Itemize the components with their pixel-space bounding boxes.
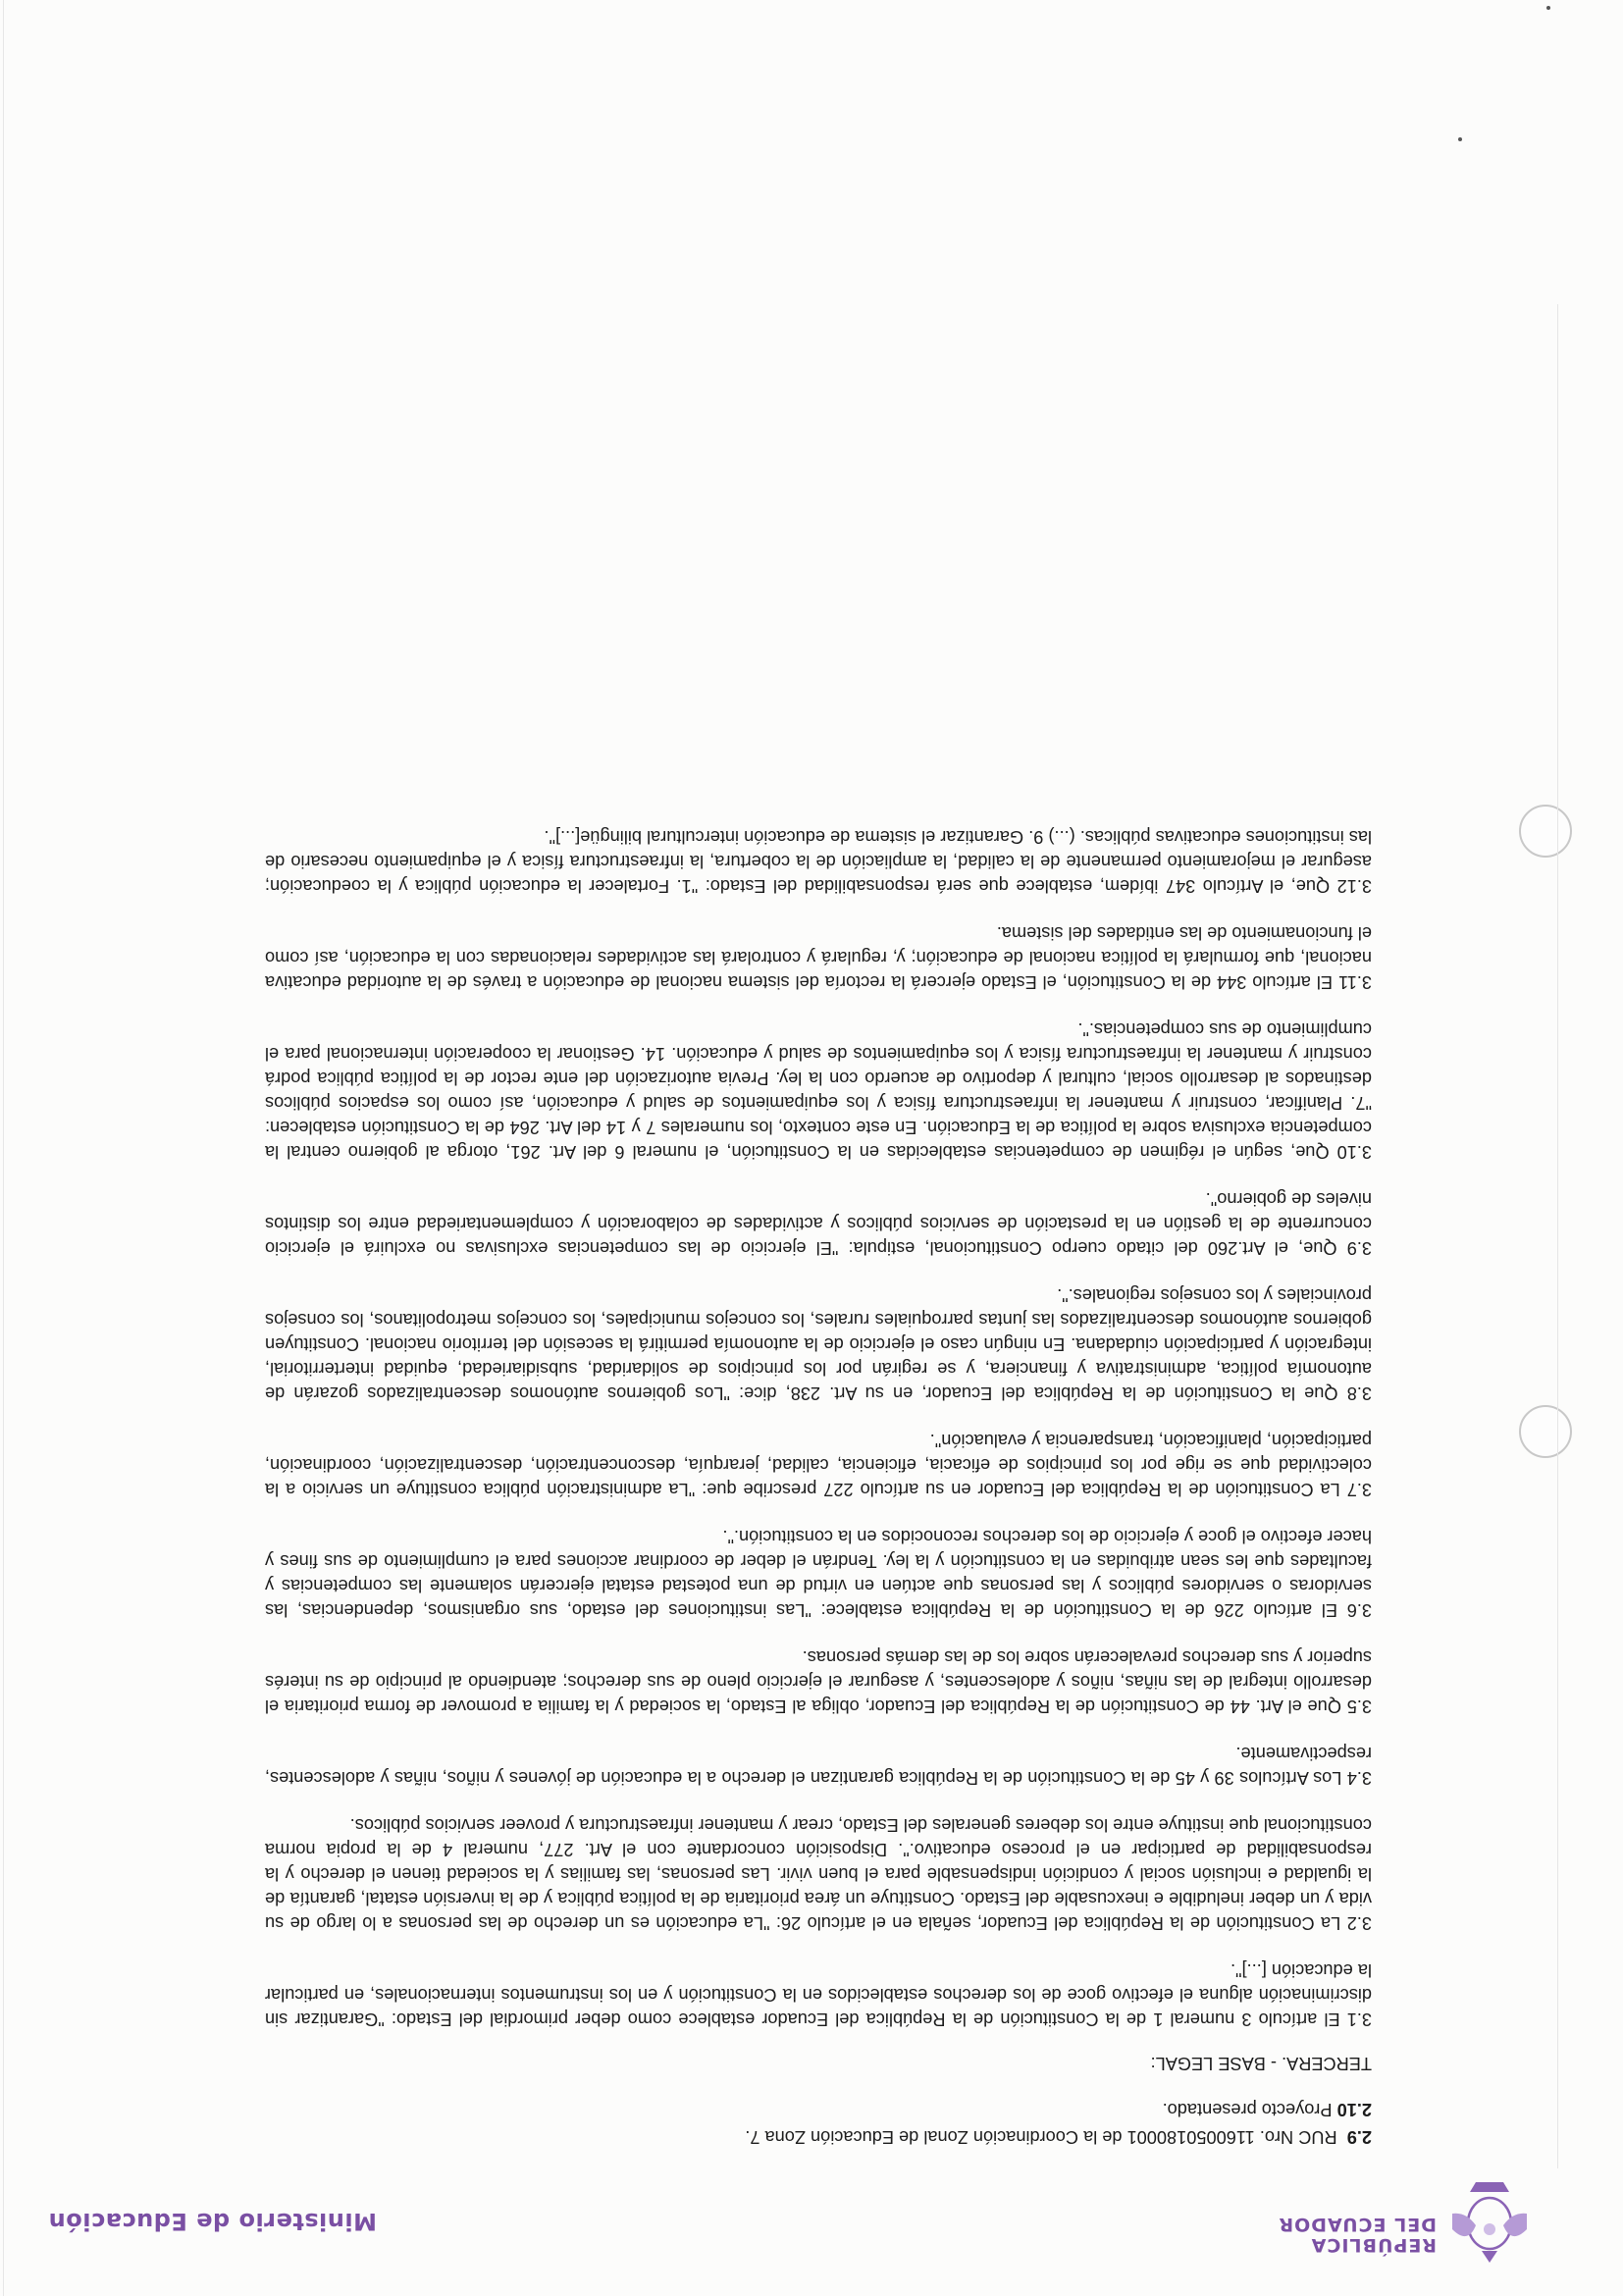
page-header <box>0 2168 1623 2296</box>
legal-paragraph: 3.7 La Constitución de la República del Ecuador en su artículo 227 prescribe que: "La administración pública constituye un servicio a la colectividad que se rige por los principios de eficacia, eficiencia, calidad, jerarquía, desconcentración, descentralización, coordinación, participación, planificación, transparencia y evaluación". <box>265 1431 1372 1499</box>
coat-of-arms-icon <box>1446 2178 1533 2269</box>
scan-edge-line <box>1557 304 1558 2168</box>
meta-text: RUC Nro. 1160050180001 de la Coordinación Zonal de Educación Zona 7. <box>745 2127 1337 2147</box>
meta-text: Proyecto presentado. <box>1162 2100 1333 2119</box>
legal-paragraph: 3.1 El artículo 3 numeral 1 de la Constitución de la República del Ecuador establece como deber primordial del Estado: "Garantizar sin discriminación alguna el efectivo goce de los derechos establecidos en la Constitución y en los instrumentos internacionales, en particular la educación [...]". <box>265 1960 1372 2029</box>
republic-line2: DEL ECUADOR <box>1278 2214 1437 2235</box>
legal-paragraph: 3.11 El artículo 344 de la Constitución, el Estado ejercerá la rectoría del sistema nacional de educación a través de la autoridad educativa nacional, que formulará la política nacional de educación; y, regulará y controlará las actividades relacionadas con la educación, así como el funcionamiento de las entidades del sistema. <box>265 923 1372 992</box>
legal-paragraph: 3.5 Que el Art. 44 de Constitución de la República del Ecuador, obliga al Estado, la sociedad y la familia a promover de forma prioritaria el desarrollo integral de las niñas, niños y adolescentes, y asegurar el ejercicio pleno de sus derechos; atendiendo al principio de su interés superior y sus derechos prevalecerán sobre los de las demás personas. <box>265 1647 1372 1716</box>
republic-name <box>1279 2214 1438 2255</box>
legal-paragraph: 3.9 Que, el Art.260 del citado cuerpo Constitucional, estipula: "El ejercicio de las competencias exclusivas no excluirá el ejercicio concurrente de la gestión en la prestación de servicios públicos y actividades de colaboración y complementariedad entre los distintos niveles de gobierno". <box>265 1189 1372 1258</box>
legal-paragraph: 3.8 Que la Constitución de la República del Ecuador, en su Art. 238, dice: "Los gobiernos autónomos descentralizados gozarán de autonomía política, administrativa y financiera, y se regirán por los principios de solidaridad, subsidiariedad, equidad interterritorial, integración y participación ciudadana. En ningún caso el ejercicio de la autonomía permitirá la secesión del territorio nacional. Constituyen gobiernos autónomos descentralizados las juntas parroquiales rurales, los concejos municipales, los concejos metropolitanos, los consejos provinciales y los consejos regionales.". <box>265 1285 1372 1403</box>
page-footer <box>0 0 1623 245</box>
meta-item <box>265 2097 1372 2121</box>
punch-hole <box>1519 805 1572 858</box>
ministry-name: Ministerio de Educación <box>48 2208 377 2235</box>
legal-paragraph: 3.12 Que, el Artículo 347 ibídem, establece que será responsabilidad del Estado: "1. Fortalecer la educación pública y la coeducación; asegurar el mejoramiento permanente de la calidad, la ampliación de la cobertura, la infraestructura física y el equipamiento necesario de las instituciones educativas públicas. (...) 9. Garantizar el sistema de educación intercultural bilingüe[...]". <box>265 827 1372 896</box>
document-body <box>265 802 1372 2149</box>
meta-number: 2.9 <box>1346 2127 1372 2147</box>
scan-dot <box>1546 6 1550 10</box>
legal-paragraph: 3.10 Que, según el régimen de competencias establecidas en la Constitución, el numeral 6 del Art. 261, otorga al gobierno central la competencia exclusiva sobre la política de la Educación. En este contexto, los numerales 7 y 14 del Art. 264 de la Constitución establecen: "7. Planificar, construir y mantener la infraestructura física y los equipamientos de salud y educación, así como los espacios públicos destinados al desarrollo social, cultural y deportivo de acuerdo con la ley. Previa autorización del ente rector de la política pública podrá construir y mantener la infraestructura física y los equipamientos de salud y educación. 14. Gestionar la cooperación internacional para el cumplimiento de sus competencias.". <box>265 1019 1372 1162</box>
section-heading: TERCERA. - BASE LEGAL: <box>1150 2054 1372 2073</box>
meta-number: 2.10 <box>1336 2100 1372 2119</box>
scan-dot <box>1458 137 1462 141</box>
scan-edge-line <box>3 0 4 2296</box>
meta-item <box>265 2124 1372 2149</box>
punch-hole <box>1519 1405 1572 1458</box>
legal-paragraph: 3.6 El artículo 226 de la Constitución de la República establece: "Las instituciones del estado, sus organismos, dependencias, las servidoras o servidores públicos y las personas que actúen en virtud de una potestad estatal ejercerán solamente las competencias y facultades que les sean atribuidas en la constitución y la ley. Tendrán el deber de coordinar acciones para el cumplimiento de sus fines y hacer efectivo el goce y ejercicio de los derechos reconocidos en la constitución.". <box>265 1527 1372 1620</box>
republic-line1: REPÚBLICA <box>1310 2234 1437 2256</box>
legal-paragraph: 3.4 Los Artículos 39 y 45 de la Constitución de la República garantizan el derecho a la educación de jóvenes y niños, niñas y adolescentes, respectivamente. <box>265 1744 1372 1788</box>
legal-paragraph: 3.2 La Constitución de la República del Ecuador, señala en el artículo 26: "La educación es un derecho de las personas a lo largo de su vida y un deber ineludible e inexcusable del Estado. Constituye un área prioritaria de la política pública y de la inversión estatal, garantía de la igualdad e inclusión social y condición indispensable para el buen vivir. Las personas, las familias y la sociedad tienen el derecho y la responsabilidad de participar en el proceso educativo.". Disposición concordante con el Art. 277, numeral 4 de la propia norma constitucional que instituye entre los deberes generales del Estado, crear y mantener infraestructura y proveer servicios públicos. <box>265 1815 1372 1933</box>
